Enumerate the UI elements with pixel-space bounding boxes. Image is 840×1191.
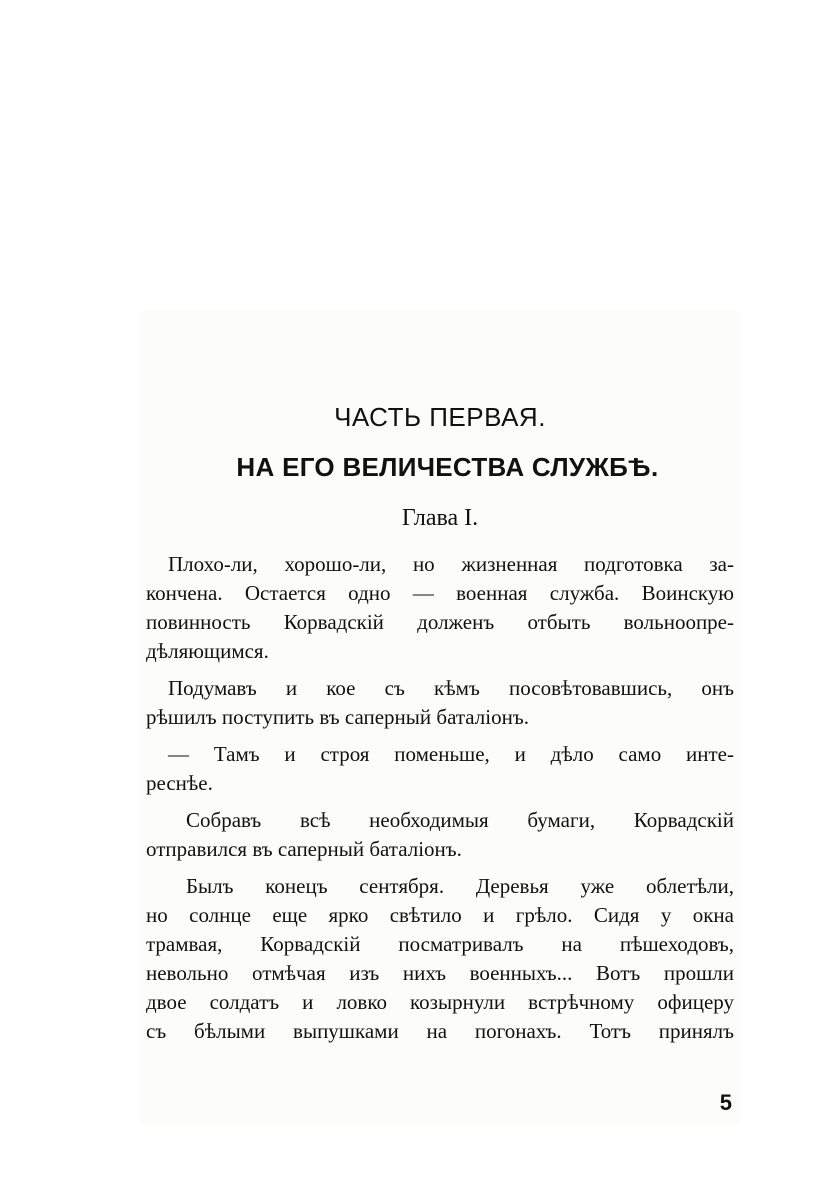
paragraph-gap [146,864,734,872]
page-number: 5 [719,1090,732,1115]
text-line: но солнце еще ярко свѣтило и грѣло. Сидя у окна [146,903,734,927]
text-line: Былъ конецъ сентября. Деревья уже облетѣли, [186,874,734,898]
text-line: — Тамъ и строя поменьше, и дѣло само инте- [168,742,734,766]
text-line: рѣшилъ поступить въ саперный баталіонъ. [146,705,529,729]
paragraph-gap [146,666,734,674]
text-line: трамвая, Корвадскій посматривалъ на пѣшеходовъ, [146,932,734,956]
body-text [146,550,734,1046]
text-line: реснѣе. [146,771,213,795]
text-line: съ бѣлыми выпушками на погонахъ. Тотъ принялъ [146,1019,734,1043]
text-line: кончена. Остается одно — военная служба. Воинскую [146,581,734,605]
text-line: отправился въ саперный баталіонъ. [146,837,462,861]
text-line: Подумавъ и кое съ кѣмъ посовѣтовавшись, онъ [168,676,734,700]
text-line: повинность Корвадскій долженъ отбыть вольноопре- [146,610,734,634]
part-title: ЧАСТЬ ПЕРВАЯ. [334,402,546,432]
text-line: невольно отмѣчая изъ нихъ военныхъ... Вотъ прошли [146,961,734,985]
paragraph-gap [146,798,734,806]
text-line: дѣляющимся. [146,639,269,663]
book-title: НА ЕГО ВЕЛИЧЕСТВА СЛУЖБѢ. [236,452,659,482]
chapter-title: Глава I. [401,505,479,531]
paragraph-gap [146,732,734,740]
text-line: Плохо-ли, хорошо-ли, но жизненная подготовка за- [168,552,734,576]
text-line: двое солдатъ и ловко козырнули встрѣчному офицеру [146,990,734,1014]
text-line: Собравъ всѣ необходимыя бумаги, Корвадскій [186,808,734,832]
